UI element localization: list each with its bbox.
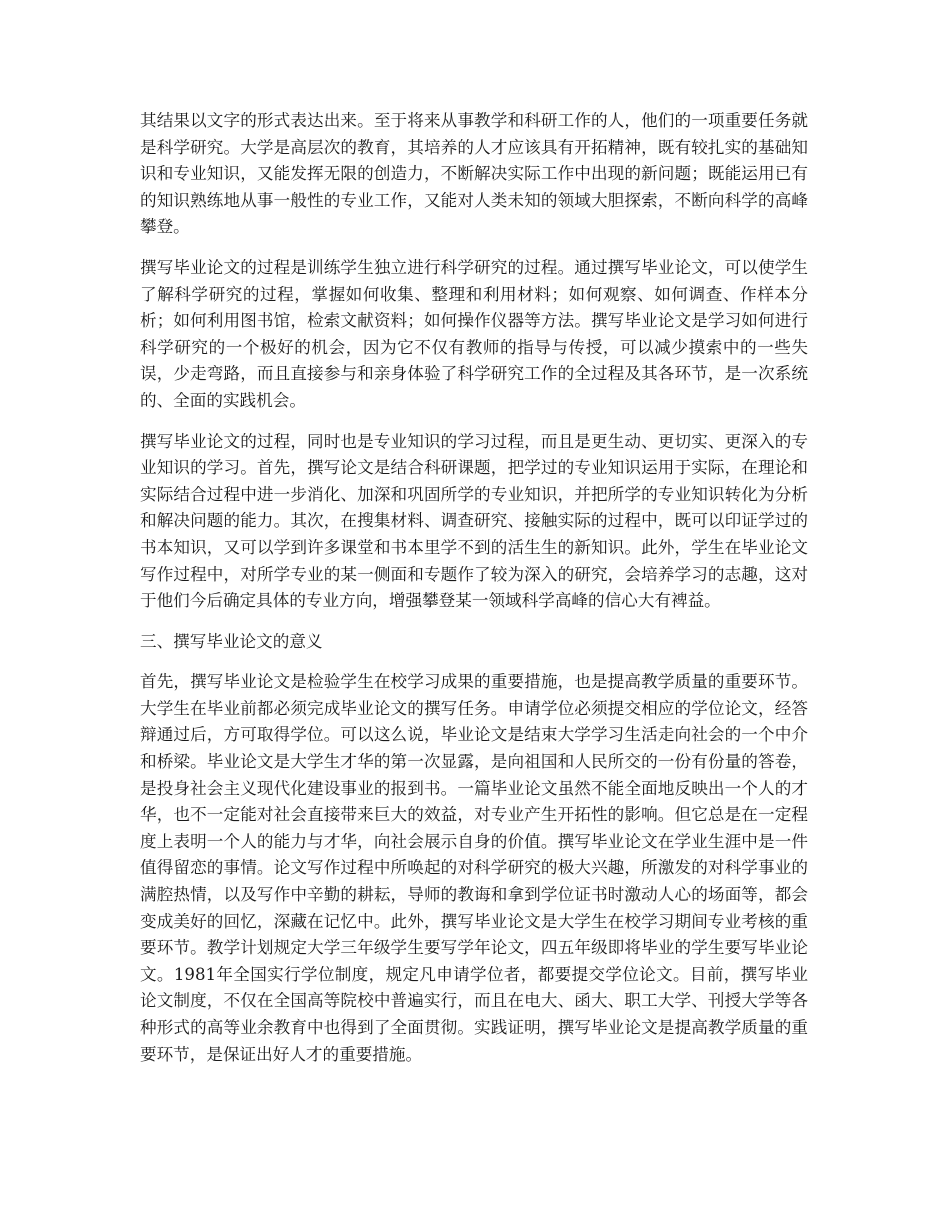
paragraph-knowledge-learning: 撰写毕业论文的过程，同时也是专业知识的学习过程，而且是更生动、更切实、更深入的专业知识的学习。首先，撰写论文是结合科研课题，把学过的专业知识运用于实际，在理论和实际结合过程中进一步消化、加深和巩固所学的专业知识，并把所学的专业知识转化为分析和解决问题的能力。其次，在搜集材料、调查研究、接触实际的过程中，既可以印证学过的书本知识，又可以学到许多课堂和书本里学不到的活生生的新知识。此外，学生在毕业论文写作过程中，对所学专业的某一侧面和专题作了较为深入的研究，会培养学习的志趣，这对于他们今后确定具体的专业方向，增强攀登某一领域科学高峰的信心大有裨益。 [140, 431, 808, 611]
paragraph-significance: 首先，撰写毕业论文是检验学生在校学习成果的重要措施，也是提高教学质量的重要环节。大学生在毕业前都必须完成毕业论文的撰写任务。申请学位必须提交相应的学位论文，经答辩通过后，方可取得学位。可以这么说，毕业论文是结束大学学习生活走向社会的一个中介和桥梁。毕业论文是大学生才华的第一次显露，是向祖国和人民所交的一份有份量的答卷，是投身社会主义现代化建设事业的报到书。一篇毕业论文虽然不能全面地反映出一个人的才华，也不一定能对社会直接带来巨大的效益，对专业产生开拓性的影响。但它总是在一定程度上表明一个人的能力与才华，向社会展示自身的价值。撰写毕业论文在学业生涯中是一件值得留恋的事情。论文写作过程中所唤起的对科学研究的极大兴趣，所激发的对科学事业的满腔热情，以及写作中辛勤的耕耘，导师的教诲和拿到学位证书时激动人心的场面等，都会变成美好的回忆，深藏在记忆中。此外，撰写毕业论文是大学生在校学习期间专业考核的重要环节。教学计划规定大学三年级学生要写学年论文，四五年级即将毕业的学生要写毕业论文。1981年全国实行学位制度，规定凡申请学位者，都要提交学位论文。目前，撰写毕业论文制度，不仅在全国高等院校中普遍实行，而且在电大、函大、职工大学、刊授大学等各种形式的高等业余教育中也得到了全面贯彻。实践证明，撰写毕业论文是提高教学质量的重要环节，是保证出好人才的重要措施。 [140, 672, 808, 1064]
paragraph-research-training: 撰写毕业论文的过程是训练学生独立进行科学研究的过程。通过撰写毕业论文，可以使学生了解科学研究的过程，掌握如何收集、整理和利用材料；如何观察、如何调查、作样本分析；如何利用图书馆，检索文献资料；如何操作仪器等方法。撰写毕业论文是学习如何进行科学研究的一个极好的机会，因为它不仅有教师的指导与传授，可以减少摸索中的一些失误，少走弯路，而且直接参与和亲身体验了科学研究工作的全过程及其各环节，是一次系统的、全面的实践机会。 [140, 257, 808, 410]
section-heading: 三、撰写毕业论文的意义 [140, 631, 323, 651]
paragraph-scientific-research: 其结果以文字的形式表达出来。至于将来从事教学和科研工作的人，他们的一项重要任务就是科学研究。大学是高层次的教育，其培养的人才应该具有开拓精神，既有较扎实的基础知识和专业知识，又能发挥无限的创造力，不断解决实际工作中出现的新问题；既能运用已有的知识熟练地从事一般性的专业工作，又能对人类未知的领域大胆探索，不断向科学的高峰攀登。 [140, 111, 808, 237]
document-page [140, 108, 808, 1082]
